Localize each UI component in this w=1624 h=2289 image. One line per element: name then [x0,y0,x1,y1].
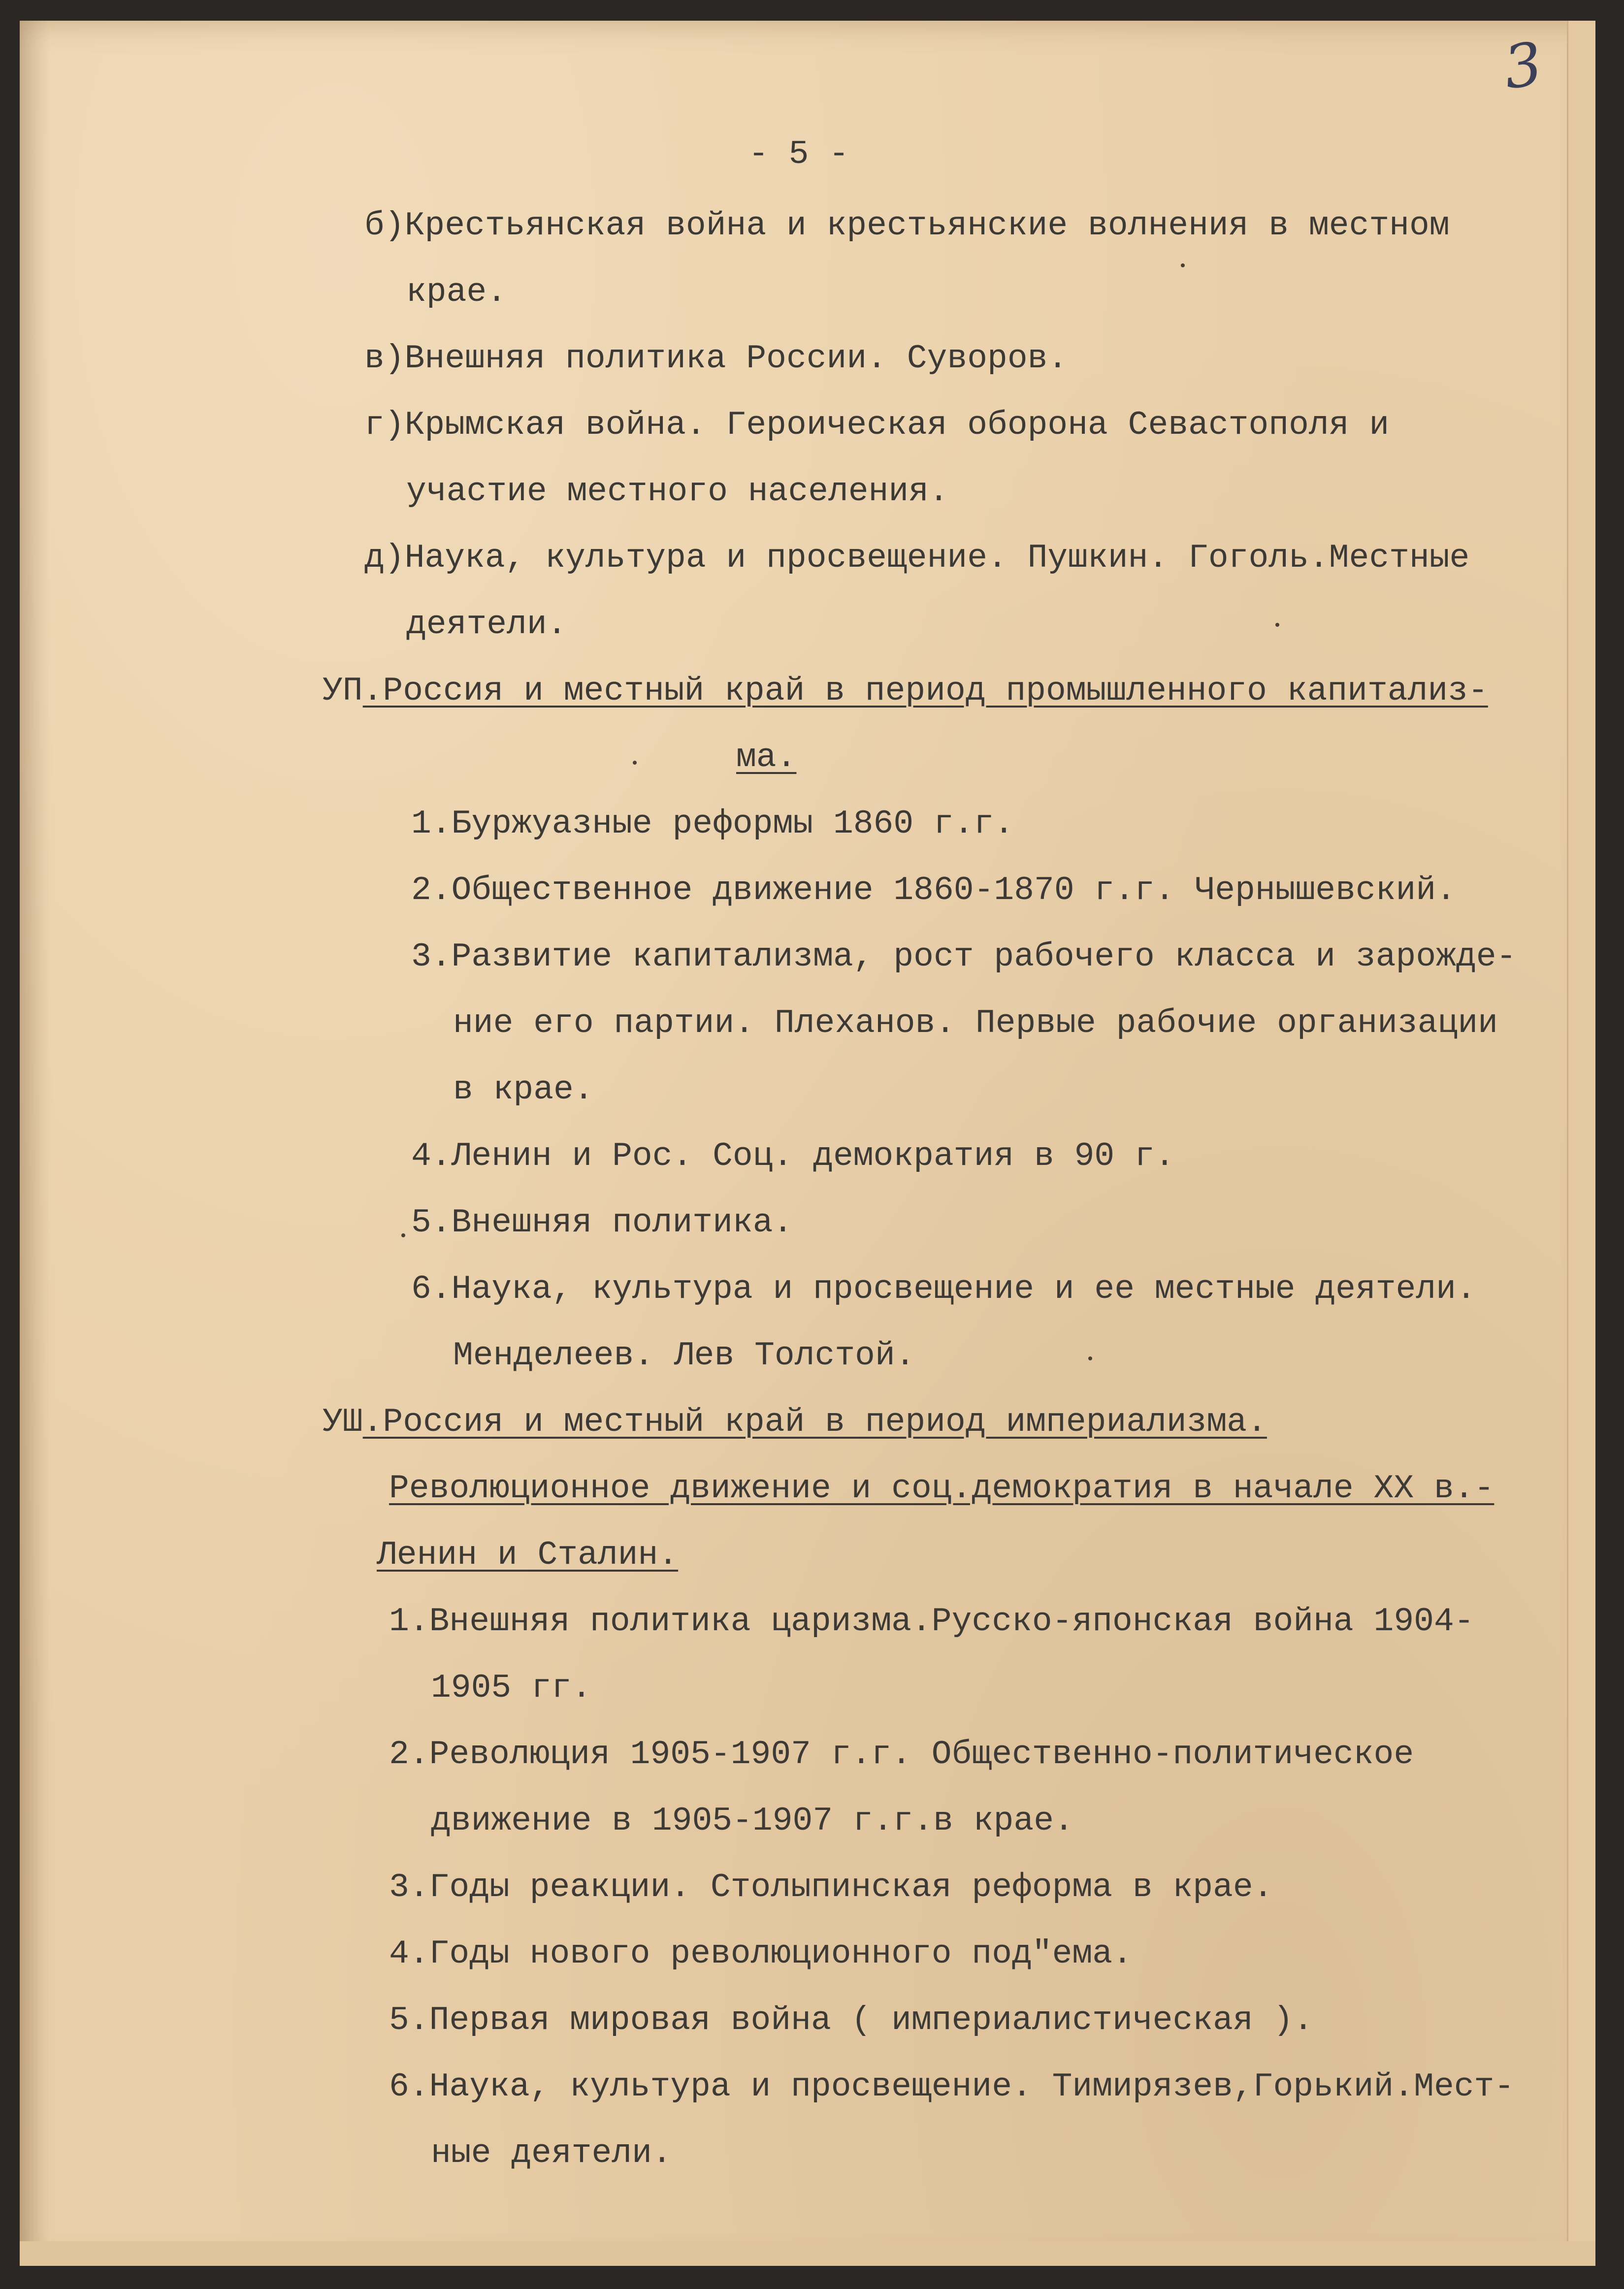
section-8-item-2-line2: движение в 1905-1907 г.г.в крае. [431,1802,1074,1840]
item-g-line2: участие местного населения. [406,473,949,511]
section-7-title-part2: ма. [736,739,797,776]
section-7-heading-line2 [736,741,796,774]
section-8-item-5: 5.Первая мировая война ( империалистическая ). [389,2001,1314,2039]
paper-speck [1181,263,1185,267]
folio-mark: 3 [1499,30,1547,103]
item-b-line1: б)Крестьянская война и крестьянские волнения в местном [364,207,1450,245]
section-7-item-3-line3: в крае. [453,1071,594,1109]
paper-speck [1088,1356,1092,1360]
section-7-title-part1: .Россия и местный край в период промышленного капитализ- [362,672,1488,710]
section-7-item-3-line1: 3.Развитие капитализма, рост рабочего класса и зарожде- [411,938,1517,976]
item-g-line1: г)Крымская война. Героическая оборона Севастополя и [364,406,1390,444]
section-7-item-6-line1: 6.Наука, культура и просвещение и ее местные деятели. [411,1270,1476,1308]
paper-speck [401,1233,405,1237]
section-8-item-3: 3.Годы реакции. Столыпинская реформа в крае. [389,1869,1273,1906]
paper-speck [633,761,637,765]
section-7-item-2: 2.Общественное движение 1860-1870 г.г. Чернышевский. [411,871,1456,909]
section-8-item-1-line2: 1905 гг. [431,1669,592,1707]
item-v: в)Внешняя политика России. Суворов. [364,340,1068,378]
section-7-item-1: 1.Буржуазные реформы 1860 г.г. [411,805,1014,843]
section-7-item-3-line2: ние его партии. Плеханов. Первые рабочие организации [453,1004,1498,1042]
section-8-number: УШ [323,1403,363,1441]
section-7-heading-line1 [323,672,1488,710]
paper-edge-bottom [20,2241,1595,2266]
paper-edge-right [1567,21,1595,2266]
section-7-item-5: 5.Внешняя политика. [411,1204,793,1242]
section-8-heading-line1 [323,1403,1267,1441]
item-d-line2: деятели. [406,606,567,644]
item-d-line1: д)Наука, культура и просвещение. Пушкин. Гоголь.Местные [364,539,1470,577]
section-8-item-4: 4.Годы нового революционного под"ема. [389,1935,1133,1973]
section-8-heading-line3 [377,1536,679,1574]
section-7-item-4: 4.Ленин и Рос. Соц. демократия в 90 г. [411,1137,1175,1175]
section-8-item-6-line1: 6.Наука, культура и просвещение. Тимирязев,Горький.Мест- [389,2068,1515,2106]
section-8-item-6-line2: ные деятели. [431,2134,672,2172]
section-7-number: УП [323,672,363,710]
section-8-title-part2: Революционное движение и соц.демократия в начале XX в.- [389,1470,1494,1508]
section-8-title-part3: Ленин и Сталин. [377,1536,679,1574]
page-number: - 5 - [748,135,849,173]
section-7-item-6-line2: Менделеев. Лев Толстой. [453,1337,915,1375]
paper-speck [1275,623,1279,627]
section-8-item-2-line1: 2.Революция 1905-1907 г.г. Общественно-политическое [389,1736,1414,1773]
section-8-title-part1: .Россия и местный край в период империализма. [362,1403,1267,1441]
section-8-heading-line2 [389,1472,1494,1506]
section-8-item-1-line1: 1.Внешняя политика царизма.Русско-японская война 1904- [389,1603,1474,1641]
item-b-line2: крае. [406,273,507,311]
